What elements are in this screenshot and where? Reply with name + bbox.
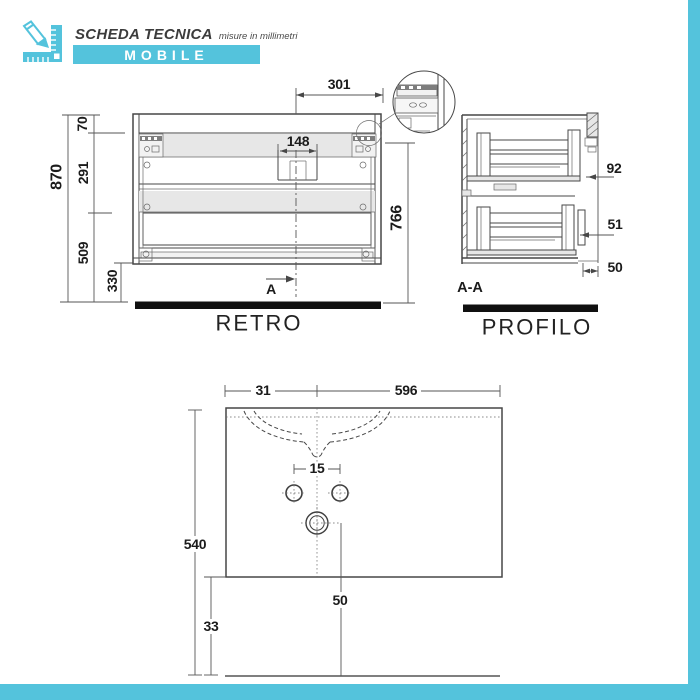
dim-291: 291 bbox=[75, 161, 91, 185]
dim-15: 15 bbox=[309, 460, 325, 476]
basin-outline bbox=[226, 408, 502, 577]
dim-92: 92 bbox=[606, 160, 622, 176]
retro-view bbox=[49, 76, 416, 336]
dim-766: 766 bbox=[388, 205, 406, 231]
section-marker-a: A bbox=[266, 281, 276, 297]
dim-509: 509 bbox=[75, 241, 91, 265]
retro-label: RETRO bbox=[215, 310, 303, 336]
dim-70: 70 bbox=[74, 116, 90, 132]
dim-540: 540 bbox=[183, 536, 207, 552]
category-banner-label: MOBILE bbox=[124, 46, 209, 63]
dim-596: 596 bbox=[394, 382, 418, 398]
sheet-subtitle: misure in millimetri bbox=[218, 31, 298, 42]
accent-bar-right bbox=[688, 0, 700, 700]
slide-bracket-left bbox=[139, 134, 163, 157]
basin-view bbox=[179, 382, 502, 676]
dim-51: 51 bbox=[607, 216, 623, 232]
accent-bar-bottom bbox=[0, 684, 700, 700]
sheet-title: SCHEDA TECNICA bbox=[75, 26, 213, 43]
dim-50-profilo: 50 bbox=[607, 259, 623, 275]
dim-50-basin: 50 bbox=[332, 592, 348, 608]
profilo-label: PROFILO bbox=[481, 314, 593, 340]
section-label: A-A bbox=[457, 280, 483, 296]
dim-33: 33 bbox=[203, 618, 219, 634]
dim-870: 870 bbox=[48, 164, 66, 190]
slide-bracket-right bbox=[352, 134, 376, 157]
dim-330: 330 bbox=[104, 269, 120, 293]
lower-drawer-section bbox=[467, 205, 585, 255]
dim-301: 301 bbox=[327, 76, 351, 92]
upper-drawer-section bbox=[467, 130, 580, 190]
dim-31: 31 bbox=[255, 382, 271, 398]
profilo-view bbox=[457, 113, 623, 340]
profilo-base-bar bbox=[463, 305, 598, 313]
dim-148: 148 bbox=[286, 133, 310, 149]
retro-base-bar bbox=[135, 302, 381, 310]
